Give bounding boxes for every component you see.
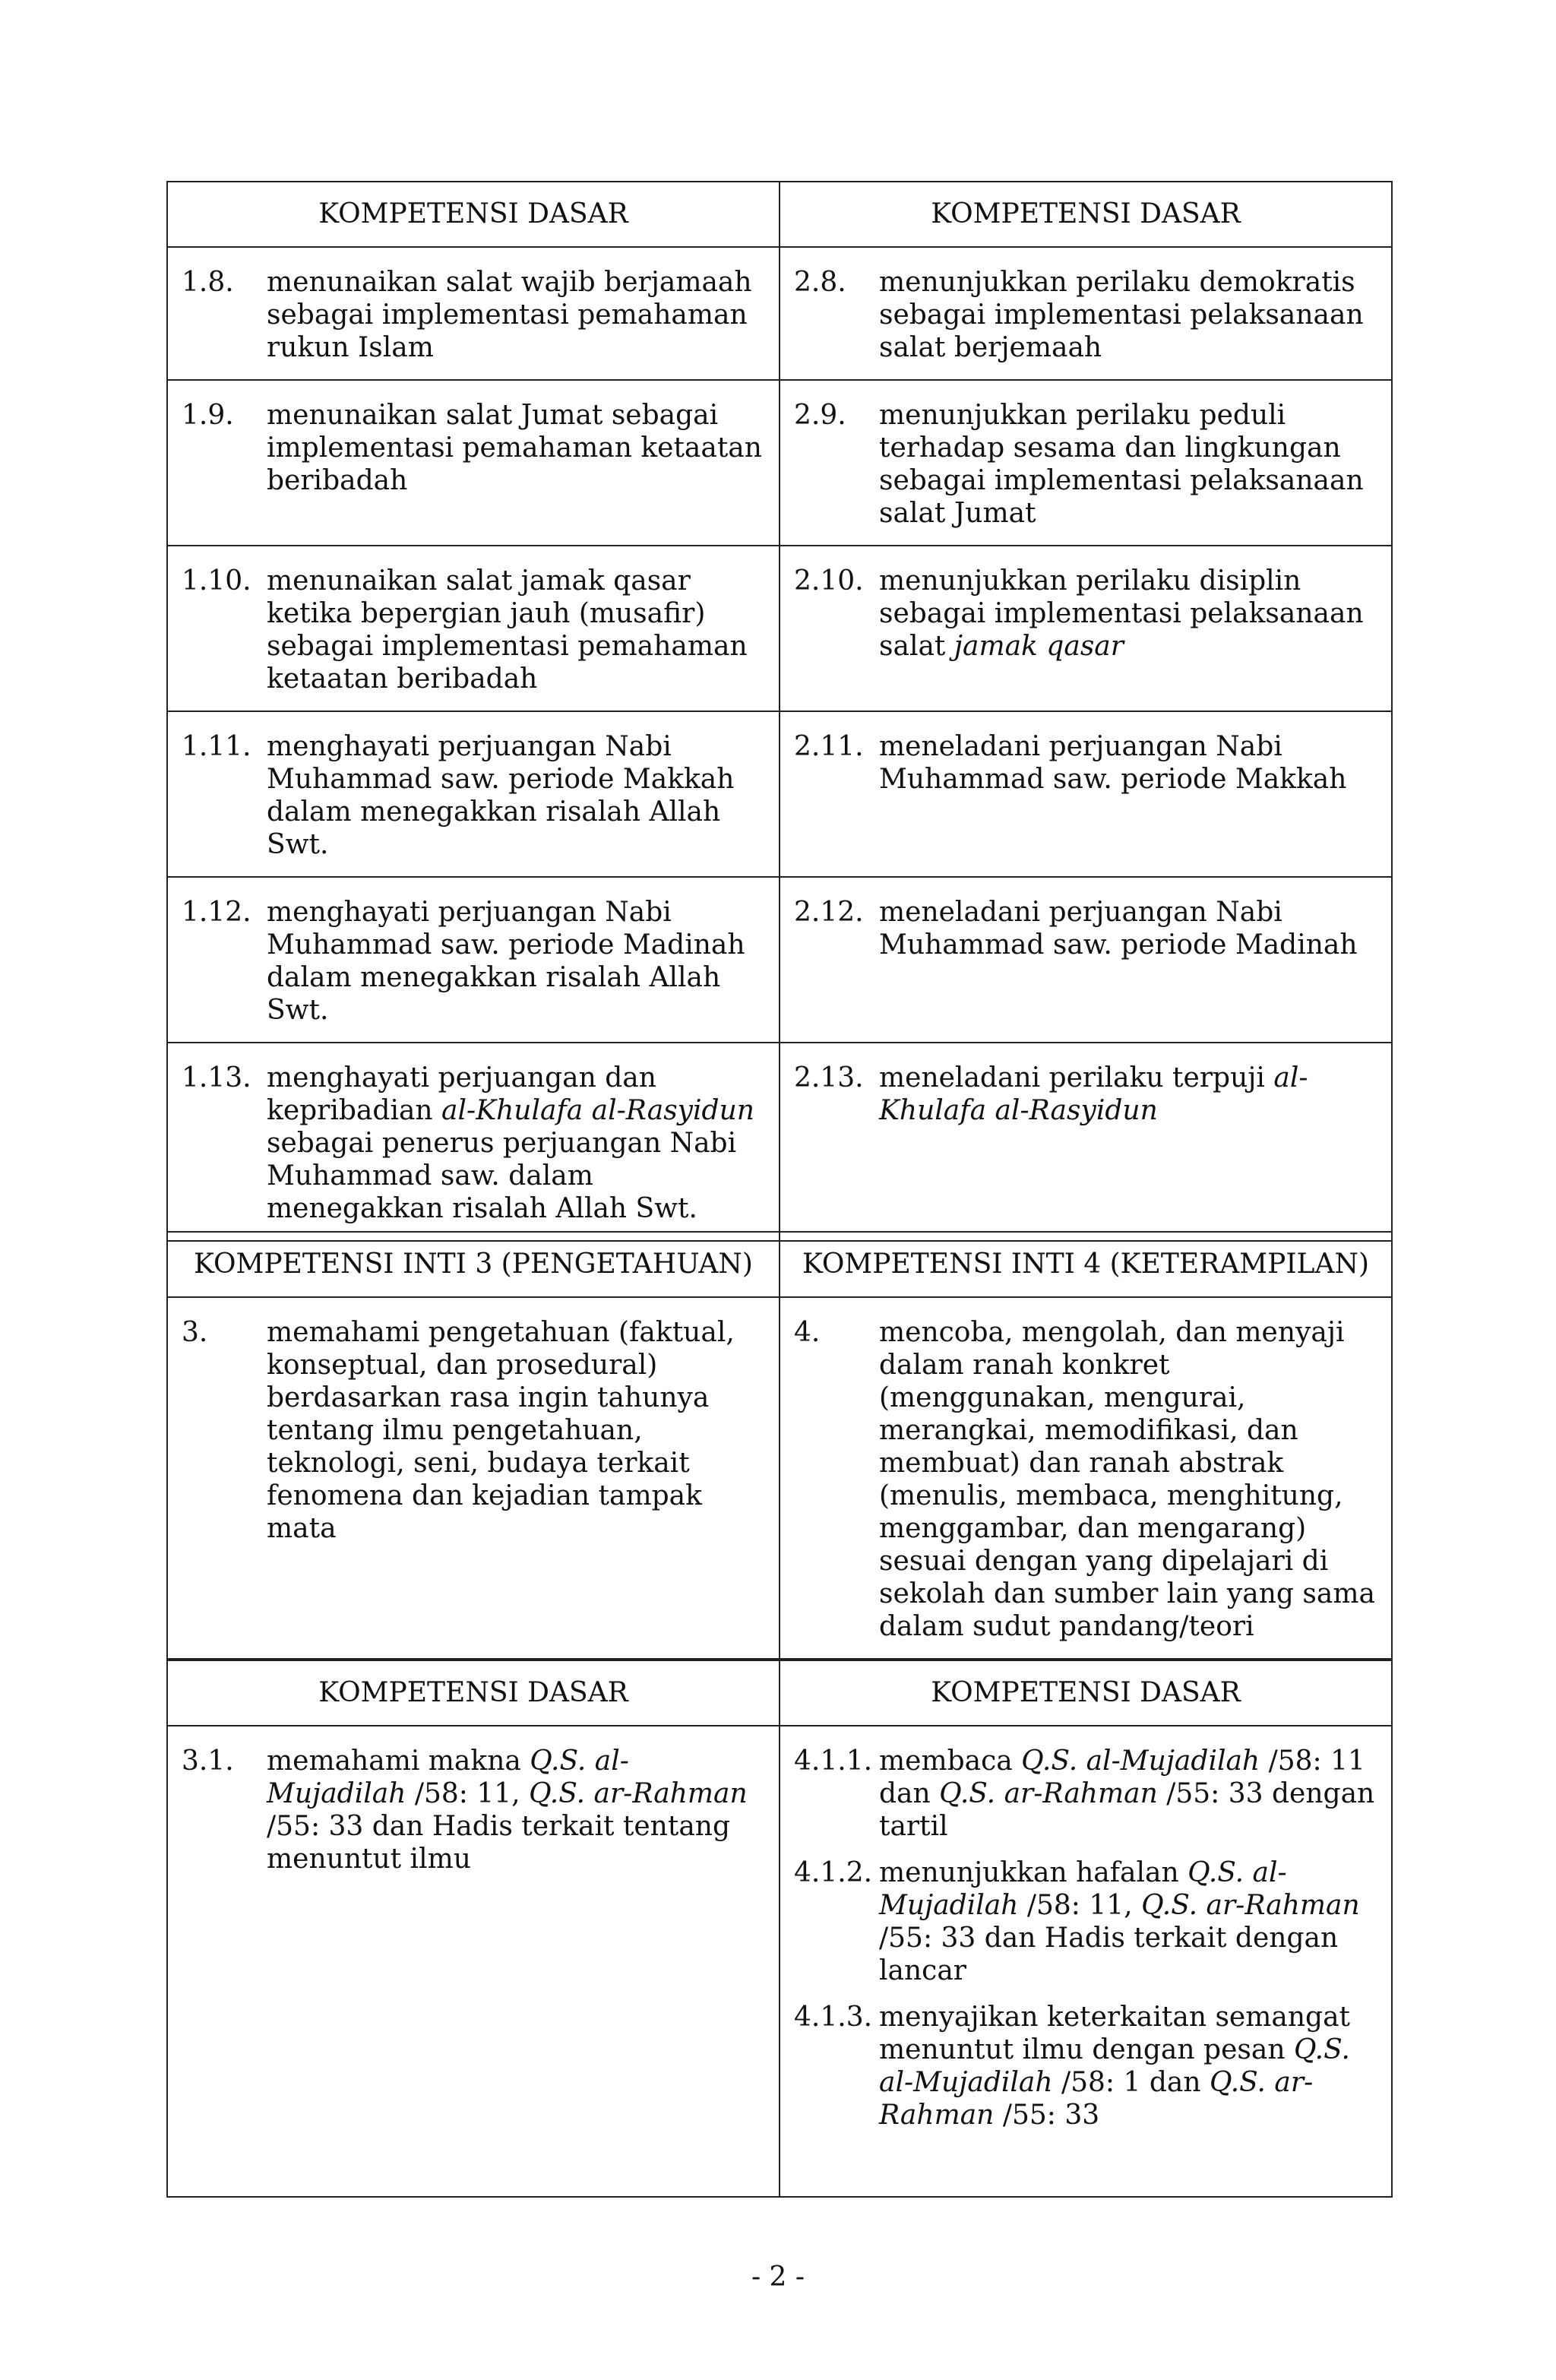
competency-item [794, 565, 1377, 663]
item-number: 2.12. [794, 897, 864, 928]
item-number: 2.11. [794, 731, 864, 762]
item-text: menunaikan salat Jumat sebagai implementasi pemahaman ketaatan beribadah [267, 400, 762, 496]
item-number: 4.1.3. [794, 2002, 873, 2033]
item-number: 4. [794, 1317, 821, 1348]
table-row [167, 877, 1392, 1043]
item-text: membaca Q.S. al-Mujadilah /58: 11 dan Q.S. ar-Rahman /55: 33 dengan tartil [879, 1745, 1375, 1842]
item-text: menunaikan salat jamak qasar ketika bepergian jauh (musafir) sebagai implementasi pemahaman ketaatan beribadah [267, 565, 748, 695]
kompetensi-dasar-table-2 [166, 1660, 1393, 2198]
item-number: 1.11. [182, 731, 251, 762]
competency-item [794, 730, 1377, 796]
column-header-right: KOMPETENSI INTI 4 (KETERAMPILAN) [780, 1232, 1392, 1297]
item-text: meneladani perjuangan Nabi Muhammad saw. periode Madinah [879, 897, 1358, 961]
item-text: memahami pengetahuan (faktual, konseptual, dan prosedural) berdasarkan rasa ingin tahunya tentang ilmu pengetahuan, teknologi, seni, budaya terkait fenomena dan kejadian tampak mata [267, 1317, 735, 1544]
competency-item [182, 730, 765, 861]
column-header-right: KOMPETENSI DASAR [780, 182, 1392, 247]
item-text: menyajikan keterkaitan semangat menuntut ilmu dengan pesan Q.S. al-Mujadilah /58: 1 dan Q.S. ar-Rahman /55: 33 [879, 2002, 1350, 2131]
item-text: menghayati perjuangan Nabi Muhammad saw. periode Makkah dalam menegakkan risalah Allah Swt. [267, 731, 735, 860]
table-row [167, 1726, 1392, 2197]
competency-item [182, 1316, 765, 1545]
kompetensi-dasar-table-1 [166, 181, 1393, 1242]
item-text: menunjukkan perilaku disiplin sebagai implementasi pelaksanaan salat jamak qasar [879, 565, 1364, 662]
competency-item [794, 1745, 1377, 1843]
competency-item [182, 399, 765, 497]
competency-item [794, 266, 1377, 364]
item-text: menunaikan salat wajib berjamaah sebagai implementasi pemahaman rukun Islam [267, 267, 752, 363]
competency-item [794, 896, 1377, 961]
competency-item [182, 1062, 765, 1225]
item-number: 1.8. [182, 267, 234, 298]
item-text: meneladani perilaku terpuji al-Khulafa al-Rasyidun [879, 1062, 1308, 1126]
item-number: 4.1.2. [794, 1857, 873, 1888]
item-number: 3.1. [182, 1745, 234, 1777]
competency-item [794, 2001, 1377, 2132]
item-text: menghayati perjuangan dan kepribadian al-Khulafa al-Rasyidun sebagai penerus perjuangan Nabi Muhammad saw. dalam menegakkan risalah Allah Swt. [267, 1062, 754, 1224]
item-number: 1.12. [182, 897, 251, 928]
table-row [167, 1043, 1392, 1241]
competency-item [794, 1316, 1377, 1643]
item-text: meneladani perjuangan Nabi Muhammad saw. periode Makkah [879, 731, 1347, 795]
competency-item [182, 1745, 765, 1875]
item-number: 1.9. [182, 400, 234, 431]
table-row [167, 247, 1392, 380]
table-header-row [167, 182, 1392, 247]
kompetensi-inti-table [166, 1231, 1393, 1660]
item-number: 1.13. [182, 1062, 251, 1093]
table-row [167, 546, 1392, 711]
column-header-left: KOMPETENSI INTI 3 (PENGETAHUAN) [167, 1232, 780, 1297]
competency-item [182, 565, 765, 695]
item-number: 2.9. [794, 400, 846, 431]
item-number: 3. [182, 1317, 208, 1348]
item-text: menunjukkan perilaku peduli terhadap sesama dan lingkungan sebagai implementasi pelaksanaan salat Jumat [879, 400, 1364, 529]
item-number: 2.10. [794, 565, 864, 597]
item-number: 1.10. [182, 565, 251, 597]
competency-item [182, 896, 765, 1027]
column-header-right: KOMPETENSI DASAR [780, 1660, 1392, 1726]
competency-item [794, 1062, 1377, 1127]
item-text: mencoba, mengolah, dan menyaji dalam ranah konkret (menggunakan, mengurai, merangkai, memodifikasi, dan membuat) dan ranah abstrak (menulis, membaca, menghitung, menggambar, dan mengarang) sesuai dengan yang dipelajari di sekolah dan sumber lain yang sama dalam sudut pandang/teori [879, 1317, 1375, 1642]
table-header-row [167, 1660, 1392, 1726]
item-text: menunjukkan perilaku demokratis sebagai implementasi pelaksanaan salat berjemaah [879, 267, 1364, 363]
column-header-left: KOMPETENSI DASAR [167, 182, 780, 247]
item-number: 2.8. [794, 267, 846, 298]
page-number: - 2 - [751, 2261, 805, 2293]
item-number: 4.1.1. [794, 1745, 873, 1777]
table-row [167, 711, 1392, 877]
column-header-left: KOMPETENSI DASAR [167, 1660, 780, 1726]
table-row [167, 380, 1392, 546]
item-text: menunjukkan hafalan Q.S. al-Mujadilah /58: 11, Q.S. ar-Rahman /55: 33 dan Hadis terkait dengan lancar [879, 1857, 1360, 1986]
item-text: menghayati perjuangan Nabi Muhammad saw. periode Madinah dalam menegakkan risalah Allah Swt. [267, 897, 745, 1026]
table-header-row [167, 1232, 1392, 1297]
item-number: 2.13. [794, 1062, 864, 1093]
competency-item [794, 399, 1377, 530]
competency-item [182, 266, 765, 364]
table-row [167, 1297, 1392, 1659]
competency-item [794, 1856, 1377, 1987]
item-text: memahami makna Q.S. al-Mujadilah /58: 11, Q.S. ar-Rahman /55: 33 dan Hadis terkait tentang menuntut ilmu [267, 1745, 748, 1875]
